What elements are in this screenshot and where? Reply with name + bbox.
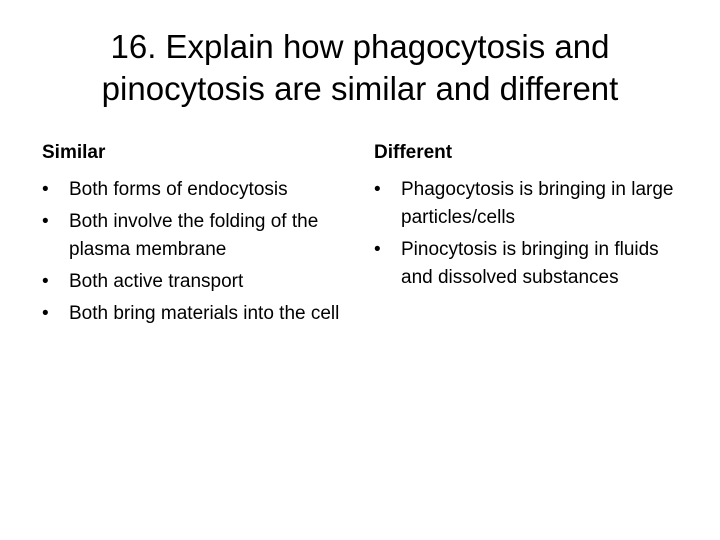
list-item-text: Both forms of endocytosis xyxy=(69,179,288,200)
different-heading: Different xyxy=(374,142,453,163)
list-item xyxy=(42,268,342,296)
list-item xyxy=(374,236,674,292)
list-item xyxy=(42,300,342,328)
list-item-text: Both involve the folding of the plasma membrane xyxy=(69,211,319,260)
similar-heading: Similar xyxy=(42,142,106,163)
list-item xyxy=(42,176,342,204)
slide-title xyxy=(40,26,680,110)
bullet-icon: • xyxy=(42,211,49,232)
list-item-text: Both bring materials into the cell xyxy=(69,303,340,324)
different-list xyxy=(374,176,674,292)
list-item xyxy=(374,176,674,232)
bullet-icon: • xyxy=(374,179,381,200)
list-item-text: Both active transport xyxy=(69,271,244,292)
similar-column xyxy=(42,140,342,332)
bullet-icon: • xyxy=(42,271,49,292)
list-item xyxy=(42,208,342,264)
title-line-1: 16. Explain how phagocytosis and xyxy=(110,28,610,65)
similar-list xyxy=(42,176,342,328)
list-item-text: Pinocytosis is bringing in fluids and dissolved substances xyxy=(401,239,659,288)
bullet-icon: • xyxy=(42,303,49,324)
title-line-2: pinocytosis are similar and different xyxy=(101,70,619,107)
list-item-text: Phagocytosis is bringing in large particles/cells xyxy=(401,179,674,228)
bullet-icon: • xyxy=(42,179,49,200)
different-column xyxy=(374,140,674,296)
bullet-icon: • xyxy=(374,239,381,260)
